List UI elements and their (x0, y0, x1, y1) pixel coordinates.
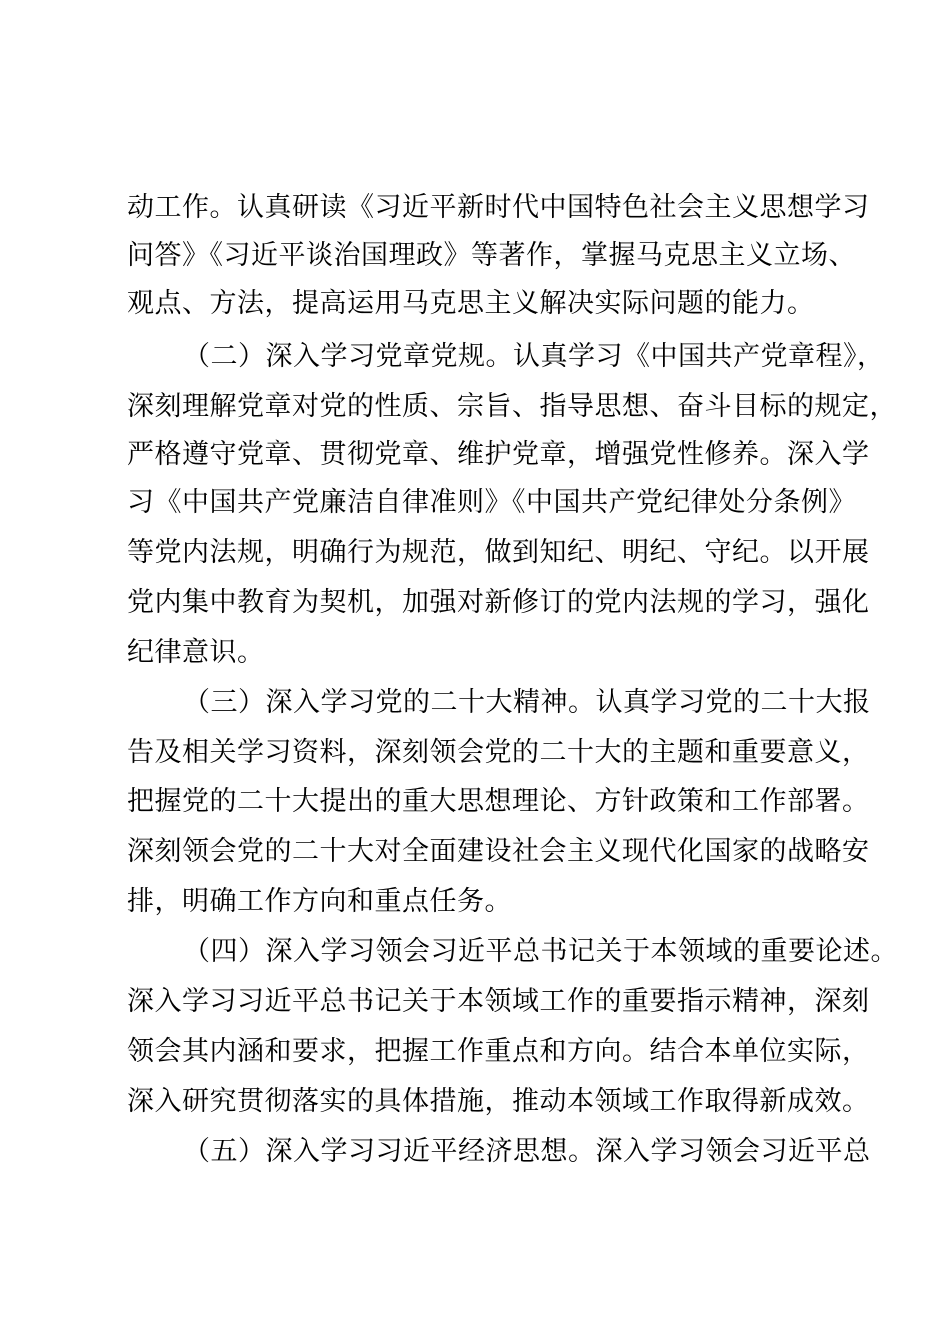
text-line: 严格遵守党章、贯彻党章、维护党章，增强党性修养。深入学 (127, 439, 870, 470)
text-line: 深入学习习近平总书记关于本领域工作的重要指示精神，深刻 (127, 986, 870, 1017)
text-line: 告及相关学习资料，深刻领会党的二十大的主题和重要意义， (127, 737, 870, 768)
section-heading-line: （五）深入学习习近平经济思想。深入学习领会习近平总 (183, 1136, 871, 1167)
text-line: 领会其内涵和要求，把握工作重点和方向。结合本单位实际， (127, 1036, 870, 1067)
text-line: 等党内法规，明确行为规范，做到知纪、明纪、守纪。以开展 (127, 537, 870, 568)
text-line: 习《中国共产党廉洁自律准则》《中国共产党纪律处分条例》 (127, 487, 856, 518)
text-line: 深刻领会党的二十大对全面建设社会主义现代化国家的战略安 (127, 836, 870, 867)
text-line: 深刻理解党章对党的性质、宗旨、指导思想、奋斗目标的规定， (127, 391, 897, 422)
text-line: 纪律意识。 (127, 637, 265, 668)
section-heading-line: （四）深入学习领会习近平总书记关于本领域的重要论述。 (183, 936, 898, 967)
text-line: 问答》《习近平谈治国理政》等著作，掌握马克思主义立场、 (127, 240, 856, 271)
section-heading-line: （二）深入学习党章党规。认真学习《中国共产党章程》， (183, 341, 885, 372)
text-line: 把握党的二十大提出的重大思想理论、方针政策和工作部署。 (127, 786, 870, 817)
section-heading-line: （三）深入学习党的二十大精神。认真学习党的二十大报 (183, 687, 871, 718)
text-line: 党内集中教育为契机，加强对新修订的党内法规的学习，强化 (127, 587, 870, 618)
text-line: 观点、方法，提高运用马克思主义解决实际问题的能力。 (127, 288, 815, 319)
text-line: 排，明确工作方向和重点任务。 (127, 886, 512, 917)
text-line: 深入研究贯彻落实的具体措施，推动本领域工作取得新成效。 (127, 1086, 870, 1117)
text-line: 动工作。认真研读《习近平新时代中国特色社会主义思想学习 (127, 192, 870, 223)
